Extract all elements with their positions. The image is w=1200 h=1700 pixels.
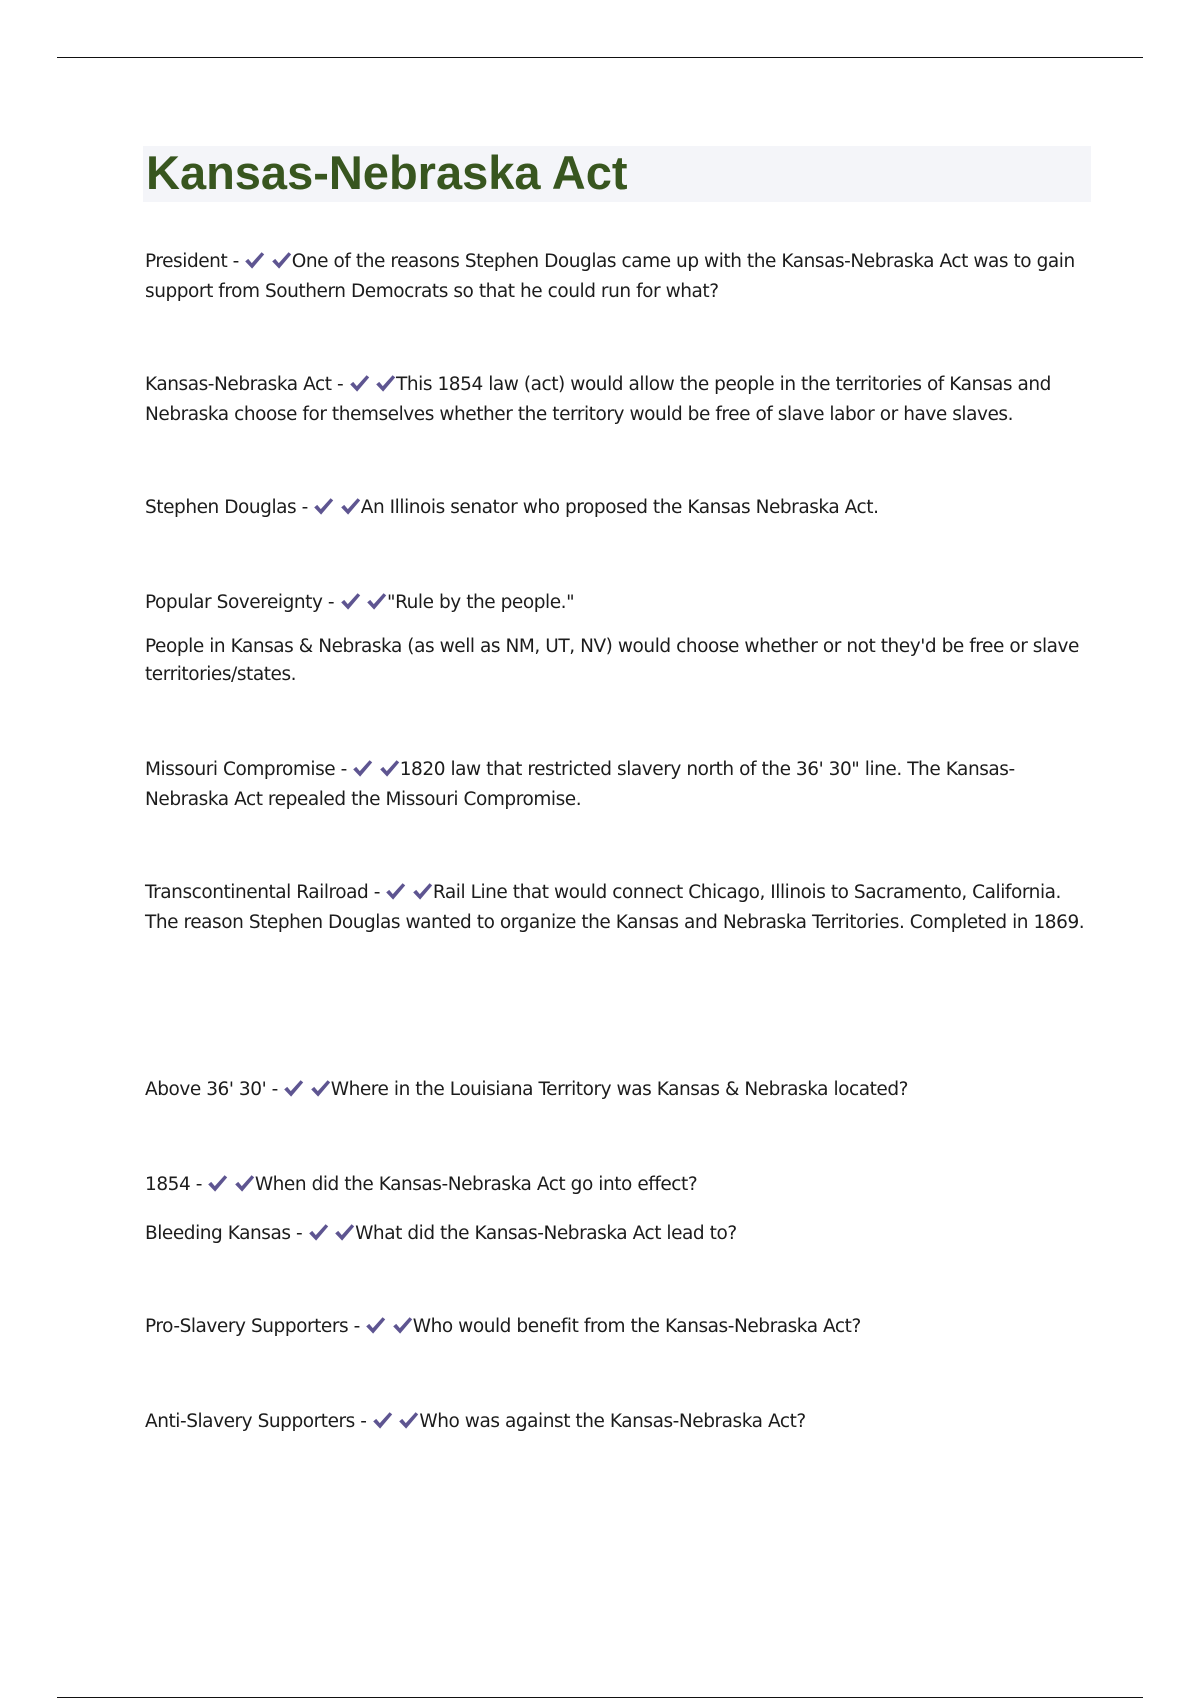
qa-entry-anti-slavery-supporters bbox=[145, 1407, 1095, 1437]
entry-term: 1854 bbox=[145, 1174, 191, 1195]
entry-term: Pro-Slavery Supporters bbox=[145, 1316, 349, 1337]
checkmark-icon bbox=[207, 1174, 228, 1193]
checkmark-icon bbox=[372, 1411, 393, 1430]
entry-line bbox=[145, 1219, 1095, 1249]
checkmark-icon bbox=[412, 882, 433, 901]
qa-entry-president bbox=[145, 247, 1095, 307]
entry-extra-paragraph: People in Kansas & Nebraska (as well as NM, UT, NV) would choose whether or not they'd be free or slave territories/states. bbox=[145, 636, 1079, 685]
entry-definition: When did the Kansas-Nebraska Act go into effect? bbox=[254, 1174, 698, 1195]
qa-entry-1854 bbox=[145, 1170, 1095, 1200]
checkmark-icon bbox=[340, 497, 361, 516]
entry-term: Missouri Compromise bbox=[145, 759, 336, 780]
checkmark-icon bbox=[313, 497, 334, 516]
entry-definition: 1820 law that restricted slavery north of the 36' 30" line. The Kansas-Nebraska Act repealed the Missouri Compromise. bbox=[145, 759, 1015, 810]
checkmark-icon bbox=[385, 882, 406, 901]
checkmark-icon bbox=[310, 1079, 331, 1098]
entry-term: Transcontinental Railroad bbox=[145, 882, 369, 903]
entry-line bbox=[145, 1170, 1095, 1200]
entry-definition: This 1854 law (act) would allow the people in the territories of Kansas and Nebraska choose for themselves whether the territory would be free of slave labor or have slaves. bbox=[145, 374, 1051, 425]
top-rule bbox=[57, 57, 1143, 58]
term-separator: - bbox=[296, 497, 314, 518]
qa-entry-kansas-nebraska-act bbox=[145, 370, 1095, 430]
checkmark-icon bbox=[352, 759, 373, 778]
checkmark-icon bbox=[379, 759, 400, 778]
checkmark-icon bbox=[392, 1316, 413, 1335]
entry-definition: Who was against the Kansas-Nebraska Act? bbox=[419, 1411, 806, 1432]
entry-line bbox=[145, 493, 1095, 523]
checkmark-icon bbox=[349, 374, 370, 393]
checkmark-icon bbox=[308, 1223, 329, 1242]
document-title: Kansas-Nebraska Act bbox=[146, 146, 628, 199]
entry-term: President bbox=[145, 251, 228, 272]
entry-definition: What did the Kansas-Nebraska Act lead to? bbox=[355, 1223, 737, 1244]
entry-line bbox=[145, 588, 1095, 618]
term-separator: - bbox=[322, 592, 340, 613]
term-separator: - bbox=[227, 251, 245, 272]
entry-line bbox=[145, 1312, 1095, 1342]
bottom-rule bbox=[57, 1697, 1143, 1698]
term-separator: - bbox=[290, 1223, 308, 1244]
checkmark-icon bbox=[234, 1174, 255, 1193]
entry-line bbox=[145, 247, 1095, 307]
entry-line bbox=[145, 755, 1095, 815]
qa-entry-pro-slavery-supporters bbox=[145, 1312, 1095, 1342]
entry-definition: Rail Line that would connect Chicago, Illinois to Sacramento, California. The reason Stephen Douglas wanted to organize the Kansas and Nebraska Territories. Completed in 1869. bbox=[145, 882, 1085, 933]
entry-line bbox=[145, 878, 1095, 938]
term-separator: - bbox=[354, 1411, 372, 1432]
entry-line bbox=[145, 370, 1095, 430]
entry-term: Above 36' 30' bbox=[145, 1079, 267, 1100]
qa-entry-stephen-douglas bbox=[145, 493, 1095, 523]
checkmark-icon bbox=[334, 1223, 355, 1242]
entry-term: Popular Sovereignty bbox=[145, 592, 323, 613]
entry-definition: "Rule by the people." bbox=[387, 592, 575, 613]
term-separator: - bbox=[335, 759, 353, 780]
term-separator: - bbox=[190, 1174, 208, 1195]
entry-term: Anti-Slavery Supporters bbox=[145, 1411, 355, 1432]
term-separator: - bbox=[331, 374, 349, 395]
checkmark-icon bbox=[365, 1316, 386, 1335]
qa-entry-bleeding-kansas bbox=[145, 1219, 1095, 1249]
qa-entry-popular-sovereignty bbox=[145, 588, 1095, 689]
checkmark-icon bbox=[340, 592, 361, 611]
entry-definition: An Illinois senator who proposed the Kansas Nebraska Act. bbox=[360, 497, 879, 518]
entry-definition: Where in the Louisiana Territory was Kansas & Nebraska located? bbox=[330, 1079, 909, 1100]
entry-term: Stephen Douglas bbox=[145, 497, 297, 518]
entry-term: Kansas-Nebraska Act bbox=[145, 374, 332, 395]
entry-definition: Who would benefit from the Kansas-Nebraska Act? bbox=[412, 1316, 861, 1337]
qa-entry-missouri-compromise bbox=[145, 755, 1095, 815]
checkmark-icon bbox=[375, 374, 396, 393]
qa-entry-transcontinental-railroad bbox=[145, 878, 1095, 938]
entry-term: Bleeding Kansas bbox=[145, 1223, 291, 1244]
checkmark-icon bbox=[283, 1079, 304, 1098]
term-separator: - bbox=[266, 1079, 284, 1100]
checkmark-icon bbox=[398, 1411, 419, 1430]
qa-entry-above-36-30 bbox=[145, 1075, 1095, 1105]
term-separator: - bbox=[348, 1316, 366, 1337]
checkmark-icon bbox=[244, 251, 265, 270]
checkmark-icon bbox=[366, 592, 387, 611]
entry-line bbox=[145, 1407, 1095, 1437]
entry-line bbox=[145, 1075, 1095, 1105]
entry-definition: One of the reasons Stephen Douglas came up with the Kansas-Nebraska Act was to gain support from Southern Democrats so that he could run for what? bbox=[145, 251, 1075, 302]
checkmark-icon bbox=[271, 251, 292, 270]
term-separator: - bbox=[368, 882, 386, 903]
